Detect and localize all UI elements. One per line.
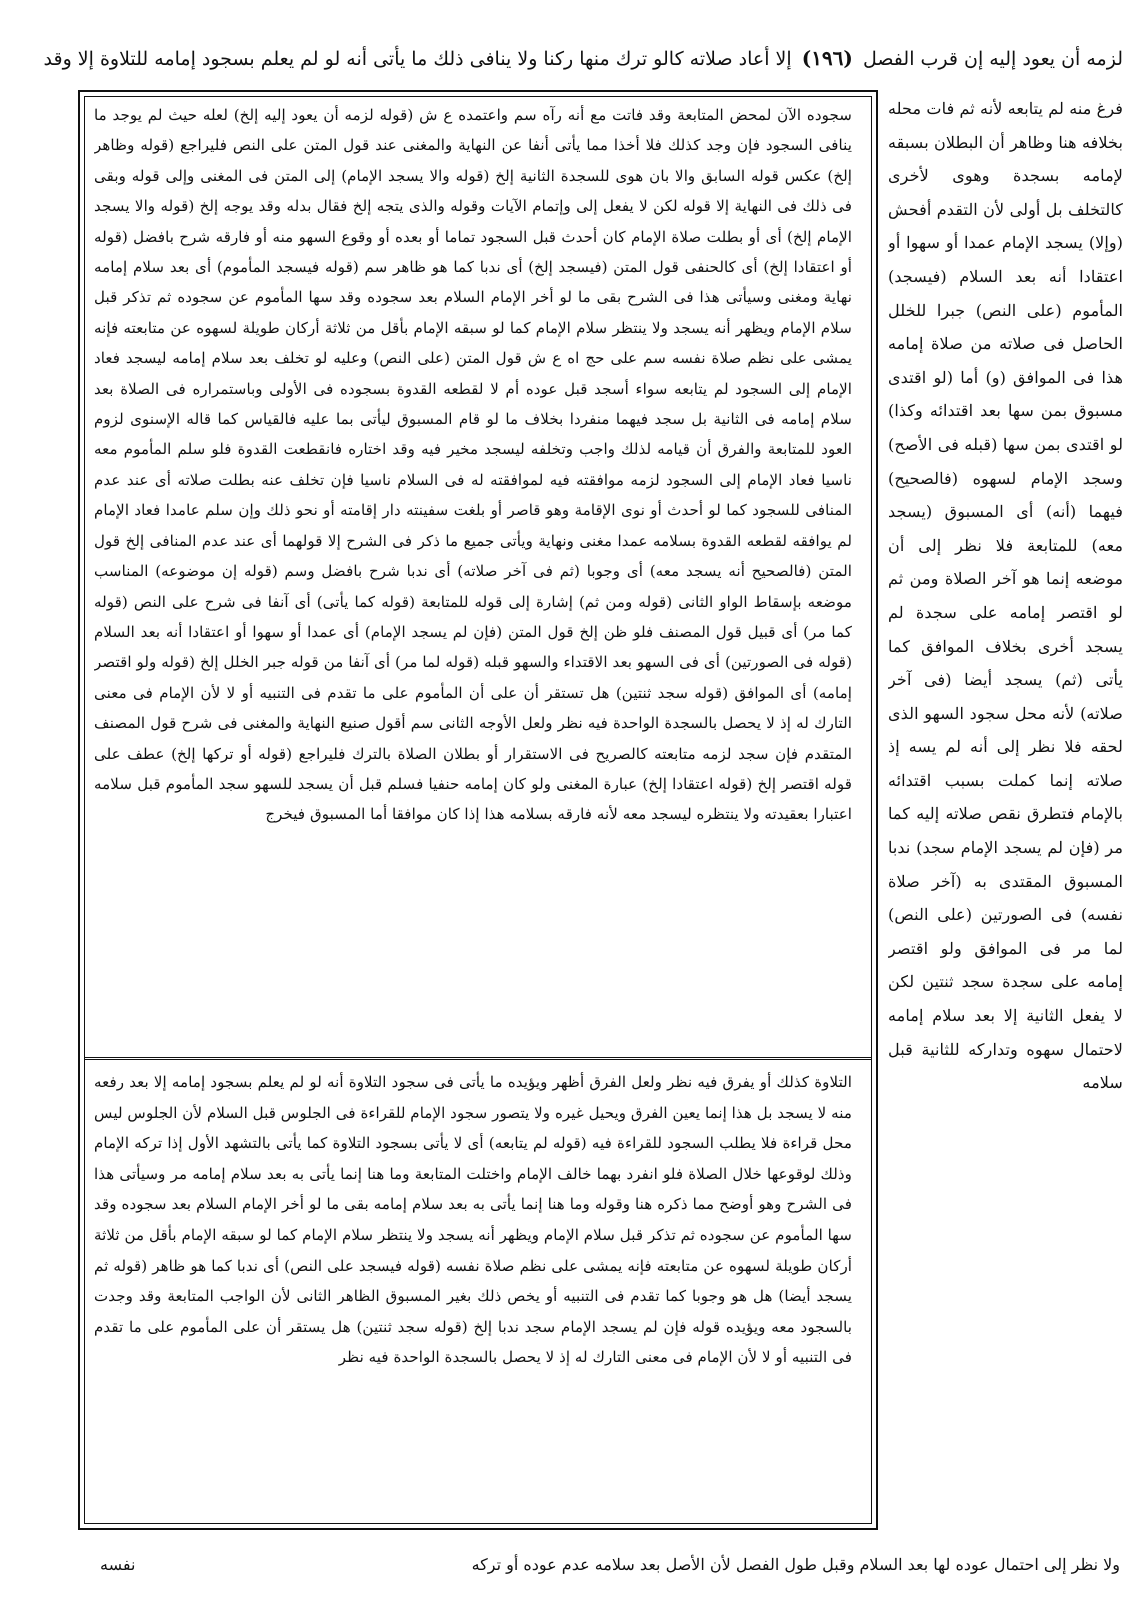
- catchword: نفسه: [100, 1555, 136, 1574]
- footer-line: ولا نظر إلى احتمال عوده لها بعد السلام وقبل طول الفصل لأن الأصل بعد سلامه عدم عوده أو تركه: [471, 1555, 1120, 1574]
- main-text-column: فرغ منه لم يتابعه لأنه ثم فات محله بخلافه هنا وظاهر أن البطلان بسبقه لإمامه بسجدة وهوى لأخرى كالتخلف بل أولى لأن التقدم أفحش (وإلا) يسجد الإمام عمدا أو سهوا أو اعتقادا أنه بعد السلام (فيسجد) المأموم (على النص) جبرا للخلل الحاصل فى صلاته من صلاة إمامه هذا فى الموافق (و) أما (لو اقتدى مسبوق بمن سها بعد اقتدائه وكذا) لو اقتدى بمن سها (قبله فى الأصح) وسجد الإمام لسهوه (فالصحيح) فيهما (أنه) أى المسبوق (يسجد معه) للمتابعة فلا نظر إلى أن موضعه إنما هو آخر الصلاة ومن ثم لو اقتصر إمامه على سجدة لم يسجد أخرى بخلاف الموافق كما يأتى (ثم) يسجد أيضا (فى آخر صلاته) لأنه محل سجود السهو الذى لحقه فلا نظر إلى أنه لم يسه إذ صلاته إنما كملت بسبب اقتدائه بالإمام فتطرق نقص صلاته إليه كما مر (فإن لم يسجد الإمام سجد) ندبا المسبوق المقتدى به (آخر صلاة نفسه) فى الصورتين (على النص) لما مر فى الموافق ولو اقتصر إمامه على سجدة سجد ثنتين لكن لا يفعل الثانية إلا بعد سلام إمامه لاحتمال سهوه وتداركه للثانية قبل سلامه: [888, 99, 1123, 1093]
- section-divider: [84, 1057, 872, 1060]
- lower-commentary: التلاوة كذلك أو يفرق فيه نظر ولعل الفرق أظهر ويؤيده ما يأتى فى سجود التلاوة أنه لو لم يعلم بسجود إمامه إلا بعد رفعه منه لا يسجد بل هذا إنما يعين الفرق ويحيل غيره ولا يتصور سجود الإمام للقراءة فى الجلوس قبل السلام لأن الجلوس ليس محل قراءة فلا يطلب السجود للقراءة فيه (قوله لم يتابعه) أى لا يأتى بسجود التلاوة كما يأتى بالتشهد الأول إذا تركه الإمام وذلك لوقوعها خلال الصلاة فلو انفرد بهما خالف الإمام واختلت المتابعة وما هنا إنما يأتى به بعد سلام إمامه مر وسيأتى هذا فى الشرح وهو أوضح مما ذكره هنا وقوله وما هنا إنما يأتى به بعد سلام إمامه بقى ما لو أخر الإمام السلام بعد سجوده وقد سها المأموم عن سجوده ثم تذكر قبل سلام الإمام ويظهر أنه يسجد ولا ينتظر سلام الإمام كما لو سبقه الإمام بأقل من ثلاثة أركان طويلة لسهوه عن متابعته فإنه يمشى على نظم صلاة نفسه (قوله فيسجد على النص) أى ندبا كما هو ظاهر (قوله ثم يسجد أيضا) هل هو وجوبا كما تقدم فى التنبيه أو يخص ذلك بغير المسبوق الظاهر الثانى لأن الواجب المتابعة وقد وجدت بالسجود معه ويؤيده قوله فإن لم يسجد الإمام سجد ندبا إلخ (قوله سجد ثنتين) هل يستقر أن على المأموم على ما تقدم فى التنبيه أو لا لأن الإمام فى معنى التارك له إذ لا يحصل بالسجدة الواحدة فيه نظر: [94, 1073, 852, 1367]
- header-text-left: إلا أعاد صلاته كالو ترك منها ركنا ولا ينافى ذلك ما يأتى أنه لو لم يعلم بسجود إمامه للتلاوة إلا وقد: [43, 48, 792, 70]
- page-number: (١٩٦): [801, 46, 853, 70]
- running-header: [28, 40, 1123, 76]
- commentary-frame: [78, 90, 878, 1530]
- upper-commentary: سجوده الآن لمحض المتابعة وقد فاتت مع أنه رآه سم واعتمده ع ش (قوله لزمه أن يعود إليه إلخ) لعله حيث لم يوجد ما ينافى السجود فإن وجد كذلك فلا أخذا مما يأتى أنفا عن النهاية والمغنى عند قول المتن على النص فليراجع (قوله وظاهر إلخ) عكس قوله السابق والا بان هوى للسجدة الثانية إلخ (قوله والا يسجد الإمام) إلى المتن فى المغنى وإلى قوله وبقى فى ذلك فى النهاية إلا قوله لكن لا يفعل إلى وإتمام الآيات وقوله والذى يتجه إلخ فقال بدله وقد يوجه إلخ (قوله والا يسجد الإمام إلخ) أى أو بطلت صلاة الإمام كان أحدث قبل السجود تماما أو بعده أو وقوع السهو منه أو فارقه شرح بافضل (قوله أو اعتقادا إلخ) أى كالحنفى قول المتن (فيسجد إلخ) أى ندبا كما هو ظاهر سم (قوله فيسجد المأموم) أى بعد سلام إمامه نهاية ومغنى وسيأتى هذا فى الشرح بقى ما لو أخر الإمام السلام بعد سجوده وقد سها المأموم عن سجوده ثم تذكر قبل سلام الإمام ويظهر أنه يسجد ولا ينتظر سلام الإمام كما لو سبقه الإمام بأقل من ثلاثة أركان طويلة لسهوه عن متابعته فإنه يمشى على نظم صلاة نفسه سم على حج اه ع ش قول المتن (على النص) وعليه لو تخلف بعد سلام إمامه ليسجد فعاد الإمام إلى السجود لم يتابعه سواء أسجد قبل عوده أم لا لقطعه القدوة بسجوده فى الأولى وباستمراره فى الصلاة بعد سلام إمامه فى الثانية بل سجد فيهما منفردا بخلاف ما لو قام المسبوق ليأتى بما عليه فالقياس كما قاله الإسنوى لزوم العود للمتابعة والفرق أن قيامه لذلك واجب وتخلفه ليسجد مخير فيه وقد اختاره فانقطعت القدوة فلو سلم المأموم معه ناسيا فعاد الإمام إلى السجود لزمه موافقته فيه لموافقته له فى السلام ناسيا فإن تخلف عنه بطلت صلاته أى عند عدم المنافى للسجود كما لو أحدث أو نوى الإقامة وهو قاصر أو بلغت سفينته دار إقامته أو نحو ذلك وإن سلم عامدا فعاد الإمام لم يوافقه لقطعه القدوة بسلامه عمدا مغنى ونهاية ويأتى جميع ما ذكر فى الشرح إلا قولهما أى عند عدم المنافى إلخ قول المتن (فالصحيح أنه يسجد معه) أى وجوبا (ثم فى آخر صلاته) أى ندبا شرح بافضل وسم (قوله إن موضوعه) المناسب موضعه بإسقاط الواو الثانى (قوله ومن ثم) إشارة إلى قوله للمتابعة (قوله كما يأتى) أى آنفا فى شرح على النص (قوله كما مر) أى قبيل قول المصنف فلو ظن إلخ قول المتن (فإن لم يسجد الإمام) أى عمدا أو سهوا أو اعتقادا أنه بعد السلام (قوله فى الصورتين) أى فى السهو بعد الاقتداء والسهو قبله (قوله لما مر) أى آنفا من قوله جبر الخلل إلخ (قوله ولو اقتصر إمامه) أى الموافق (قوله سجد ثنتين) هل تستقر أن على أن المأموم على ما تقدم فى التنبيه أو لا لأن الإمام فى معنى التارك له إذ لا يحصل بالسجدة الواحدة فيه نظر ولعل الأوجه الثانى سم أقول صنيع النهاية والمغنى فى شرح قول المصنف المتقدم فإن سجد لزمه متابعته كالصريح فى الاستقرار أو بطلان الصلاة بالترك فليراجع (قوله أو تركها إلخ) عطف على قوله اقتصر إلخ (قوله اعتقادا إلخ) عبارة المغنى ولو كان إمامه حنفيا فسلم قبل أن يسجد للسهو سجد المأموم قبل سلامه اعتبارا بعقيدته ولا ينتظره ليسجد معه لأنه فارقه بسلامه هذا إذا كان موافقا أما المسبوق فيخرج: [94, 106, 852, 824]
- header-text-right: لزمه أن يعود إليه إن قرب الفصل: [862, 48, 1123, 70]
